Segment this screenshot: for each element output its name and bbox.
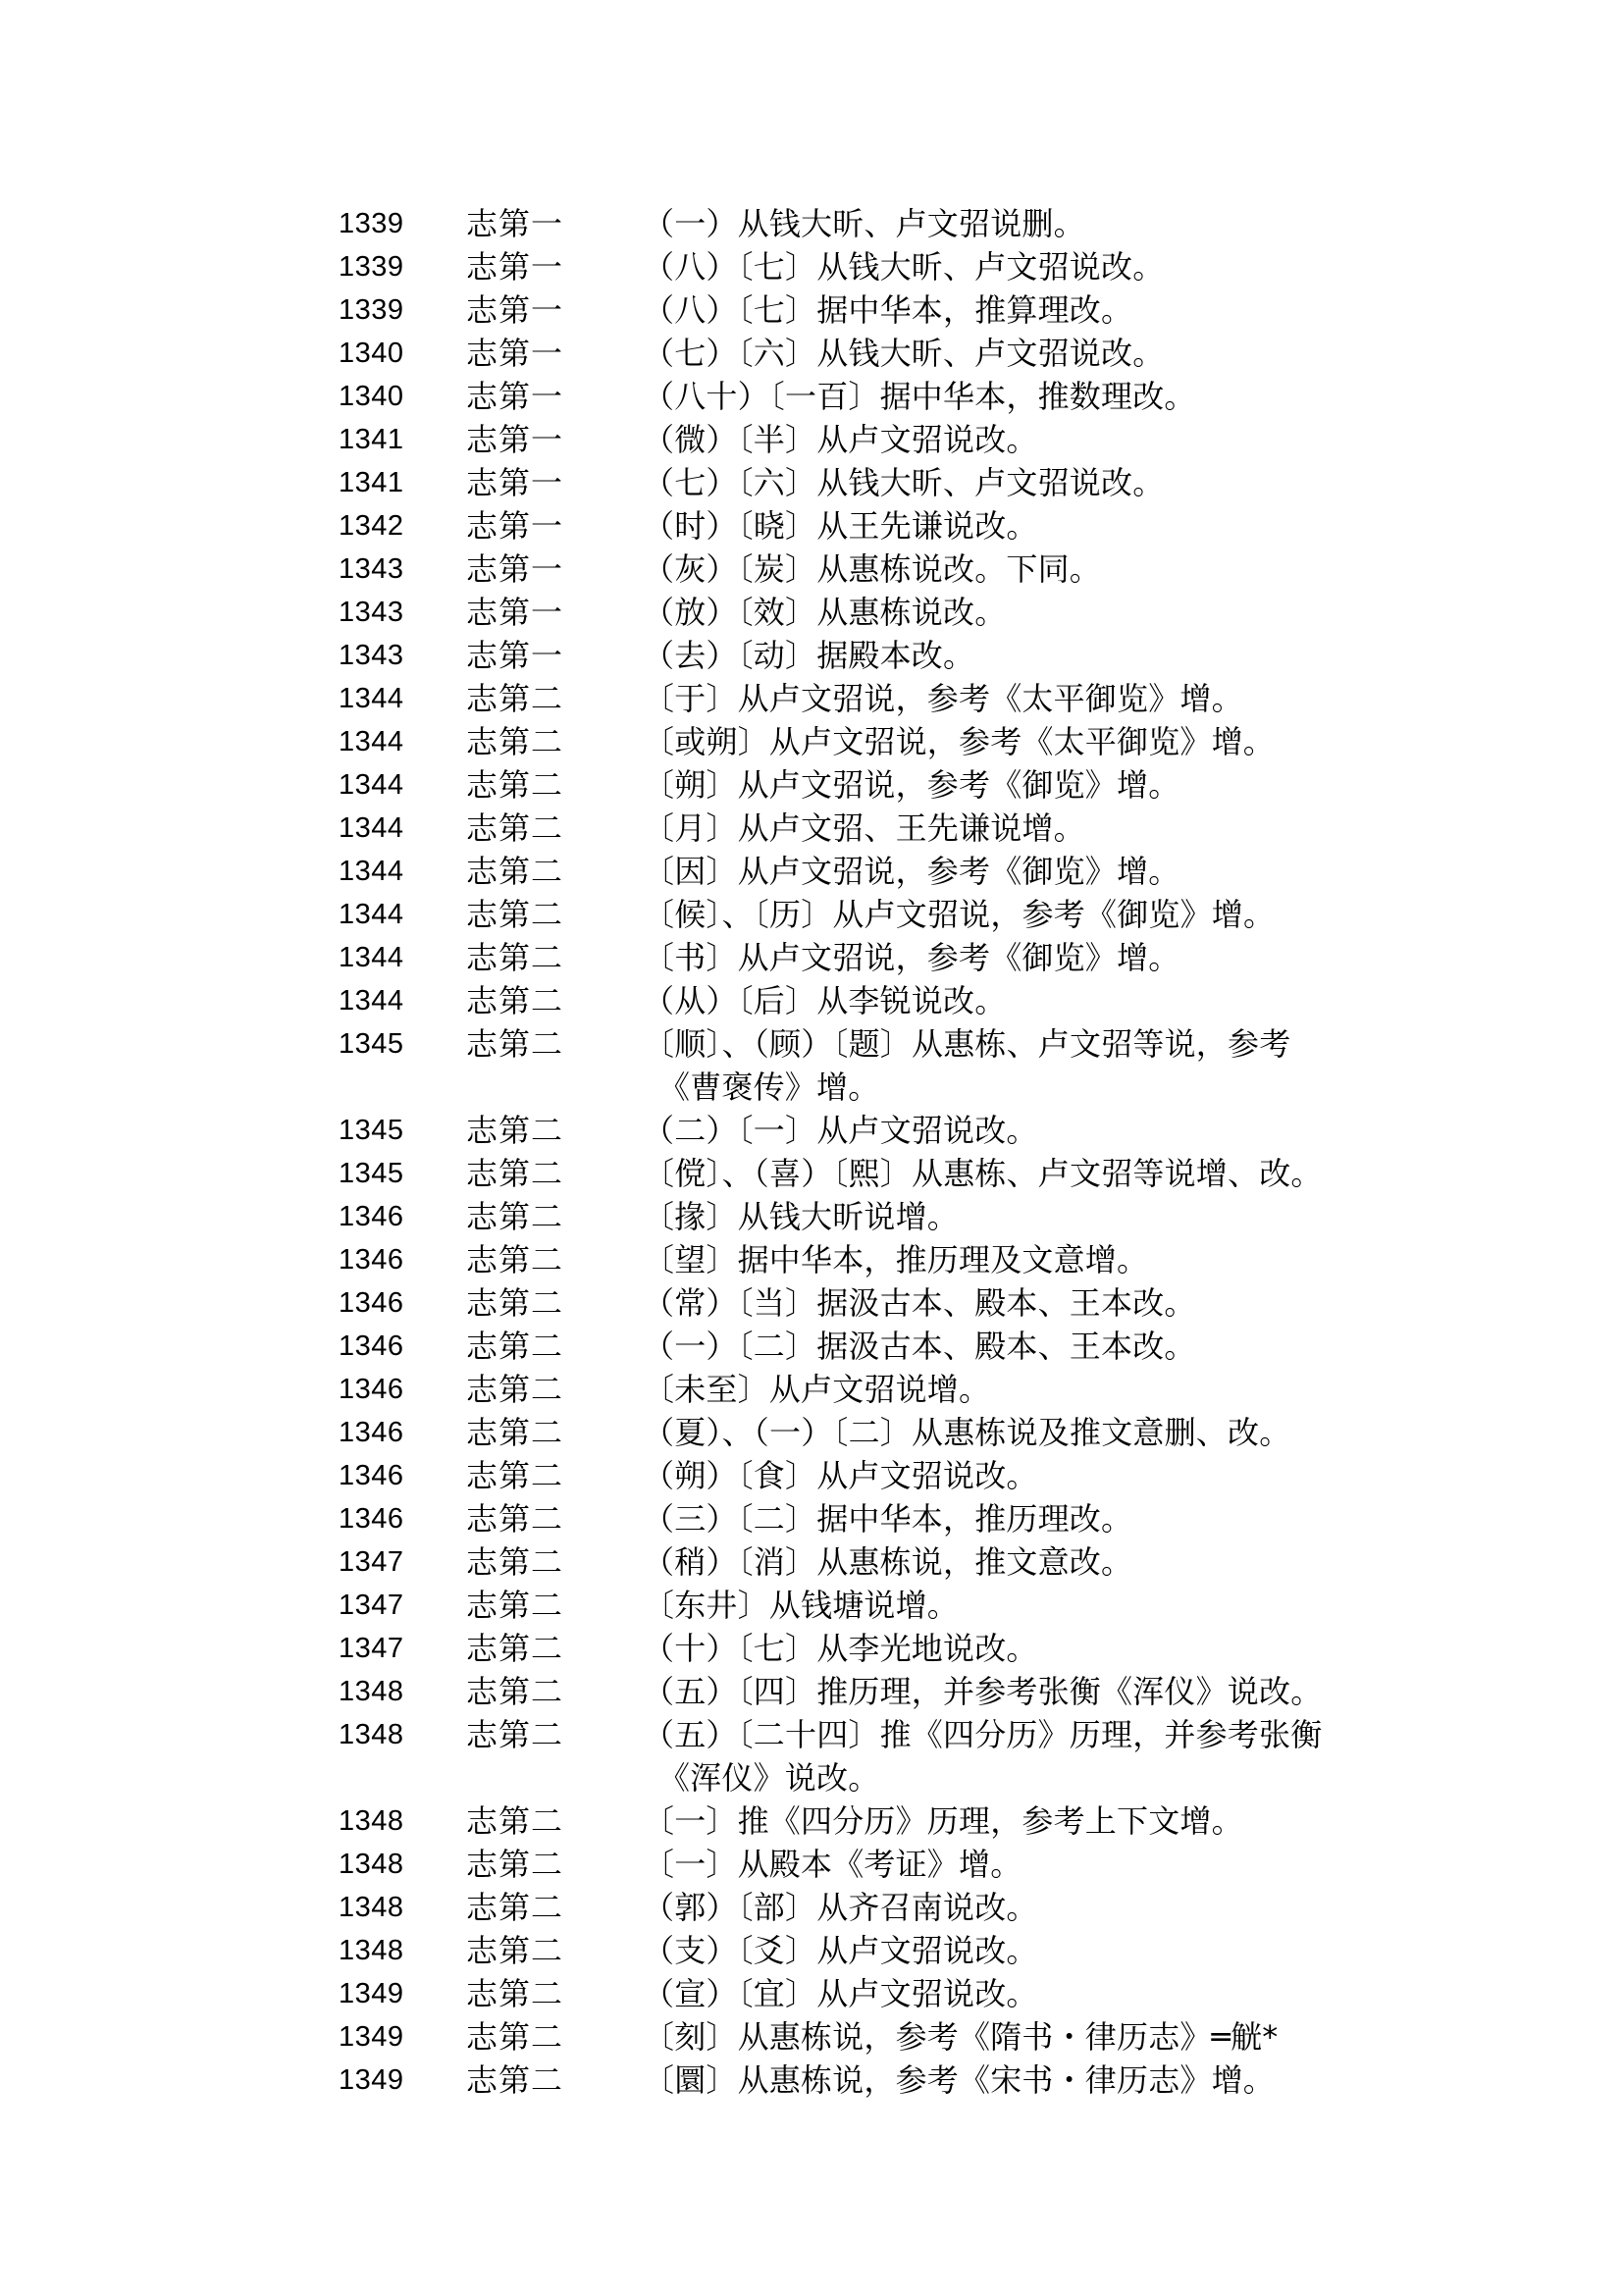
chapter-label: 志第一 [466, 637, 564, 674]
list-item [0, 245, 1624, 288]
note-text: （支）〔爻〕从卢文弨说改。 [643, 1932, 1038, 1969]
chapter-label: 志第一 [466, 594, 564, 631]
note-text: （八）〔七〕据中华本，推算理改。 [643, 291, 1133, 329]
page-number: 1344 [339, 726, 404, 757]
note-text: 〔月〕从卢文弨、王先谦说增。 [643, 809, 1085, 847]
page-number: 1346 [339, 1374, 404, 1405]
list-item [0, 1799, 1624, 1843]
list-item [0, 1713, 1624, 1799]
list-item [0, 634, 1624, 677]
note-text: 〔圜〕从惠栋说，参考《宋书・律历志》增。 [643, 2061, 1276, 2099]
note-text-block [643, 1497, 1374, 1540]
note-text: 〔未至〕从卢文弨说增。 [643, 1371, 991, 1408]
note-text: （从）〔后〕从李锐说改。 [643, 982, 1007, 1019]
chapter-label: 志第二 [466, 1241, 564, 1278]
note-text: （五）〔二十四〕推《四分历》历理，并参考张衡 [643, 1716, 1323, 1753]
list-item [0, 461, 1624, 504]
note-continuation: 《曹褒传》增。 [658, 1069, 880, 1106]
list-item [0, 1886, 1624, 1929]
note-text: （微）〔半〕从卢文弨说改。 [643, 421, 1038, 458]
note-text-block [643, 1540, 1374, 1584]
note-text-block [643, 418, 1374, 461]
chapter-label: 志第二 [466, 1112, 564, 1149]
note-text-block [643, 547, 1374, 591]
page-number: 1343 [339, 597, 404, 628]
page-number: 1340 [339, 381, 404, 412]
note-text-block [643, 461, 1374, 504]
note-text: （一）从钱大昕、卢文弨说删。 [643, 205, 1085, 242]
list-item [0, 1411, 1624, 1454]
list-item [0, 720, 1624, 763]
note-text-block [643, 1152, 1374, 1195]
note-text: 〔顺〕、（顾）〔题〕从惠栋、卢文弨等说，参考 [643, 1025, 1291, 1063]
page-number: 1347 [339, 1590, 404, 1621]
note-text-block [643, 1368, 1374, 1411]
note-text-block [643, 1843, 1374, 1886]
list-item [0, 2015, 1624, 2059]
note-text-block [643, 1670, 1374, 1713]
note-text-block [643, 202, 1374, 245]
chapter-label: 志第二 [466, 1198, 564, 1235]
list-item [0, 375, 1624, 418]
list-item [0, 1670, 1624, 1713]
list-item [0, 1368, 1624, 1411]
page-number: 1344 [339, 812, 404, 844]
note-text: 〔于〕从卢文弨说，参考《太平御览》增。 [643, 680, 1243, 717]
list-item [0, 504, 1624, 547]
chapter-label: 志第一 [466, 378, 564, 415]
chapter-label: 志第二 [466, 1587, 564, 1624]
note-text-block [643, 720, 1374, 763]
note-text: （去）〔动〕据殿本改。 [643, 637, 975, 674]
page-number: 1346 [339, 1201, 404, 1232]
list-item [0, 1972, 1624, 2015]
note-text: （夏）、（一）〔二〕从惠栋说及推文意删、改。 [643, 1414, 1291, 1451]
list-item [0, 202, 1624, 245]
note-text-block [643, 807, 1374, 850]
page-number: 1343 [339, 553, 404, 585]
chapter-label: 志第二 [466, 939, 564, 976]
list-item [0, 1109, 1624, 1152]
chapter-label: 志第二 [466, 723, 564, 760]
chapter-label: 志第二 [466, 1328, 564, 1365]
page-number: 1348 [339, 1849, 404, 1880]
chapter-label: 志第二 [466, 1673, 564, 1710]
note-text: 〔或朔〕从卢文弨说，参考《太平御览》增。 [643, 723, 1276, 760]
note-text-block [643, 2059, 1374, 2102]
list-item [0, 1627, 1624, 1670]
note-text: （郭）〔部〕从齐召南说改。 [643, 1889, 1038, 1926]
note-text-block [643, 375, 1374, 418]
note-text-block [643, 1799, 1374, 1843]
chapter-label: 志第二 [466, 1025, 564, 1063]
note-text-block [643, 1713, 1374, 1799]
note-text: （朔）〔食〕从卢文弨说改。 [643, 1457, 1038, 1494]
chapter-label: 志第一 [466, 464, 564, 501]
note-text: （常）〔当〕据汲古本、殿本、王本改。 [643, 1284, 1196, 1322]
list-item [0, 1540, 1624, 1584]
page-number: 1339 [339, 251, 404, 283]
page-number: 1346 [339, 1417, 404, 1448]
note-text: （稍）〔消〕从惠栋说，推文意改。 [643, 1543, 1133, 1581]
page-number: 1349 [339, 2064, 404, 2096]
note-text-block [643, 677, 1374, 720]
list-item [0, 763, 1624, 807]
chapter-label: 志第二 [466, 853, 564, 890]
page-number: 1347 [339, 1633, 404, 1664]
note-text: 〔东井〕从钱塘说增。 [643, 1587, 960, 1624]
chapter-label: 志第二 [466, 1414, 564, 1451]
note-text-block [643, 504, 1374, 547]
note-text-block [643, 1411, 1374, 1454]
note-text-block [643, 1454, 1374, 1497]
list-item [0, 1497, 1624, 1540]
page-number: 1343 [339, 640, 404, 671]
note-text-block [643, 591, 1374, 634]
chapter-label: 志第二 [466, 1630, 564, 1667]
list-item [0, 547, 1624, 591]
chapter-label: 志第一 [466, 291, 564, 329]
chapter-label: 志第一 [466, 507, 564, 545]
note-text: （八）〔七〕从钱大昕、卢文弨说改。 [643, 248, 1165, 286]
note-text: 〔望〕据中华本，推历理及文意增。 [643, 1241, 1149, 1278]
chapter-label: 志第二 [466, 1543, 564, 1581]
chapter-label: 志第一 [466, 335, 564, 372]
chapter-label: 志第二 [466, 809, 564, 847]
note-text: （八十）〔一百〕据中华本，推数理改。 [643, 378, 1196, 415]
note-text: （放）〔效〕从惠栋说改。 [643, 594, 1007, 631]
note-text: 〔朔〕从卢文弨说，参考《御览》增。 [643, 766, 1180, 804]
list-item [0, 2059, 1624, 2102]
page-number: 1348 [339, 1805, 404, 1837]
note-text-block [643, 1281, 1374, 1325]
chapter-label: 志第二 [466, 896, 564, 933]
note-text-block [643, 850, 1374, 893]
page-number: 1349 [339, 2021, 404, 2053]
page-number: 1344 [339, 985, 404, 1017]
note-text-block [643, 245, 1374, 288]
note-text-block [643, 332, 1374, 375]
note-text: （十）〔七〕从李光地说改。 [643, 1630, 1038, 1667]
page-number: 1345 [339, 1158, 404, 1189]
note-text-block [643, 634, 1374, 677]
page-number: 1339 [339, 208, 404, 239]
note-text-block [643, 1886, 1374, 1929]
list-item [0, 1929, 1624, 1972]
page-number: 1340 [339, 338, 404, 369]
note-text: 〔一〕推《四分历》历理，参考上下文增。 [643, 1802, 1243, 1840]
chapter-label: 志第二 [466, 1975, 564, 2012]
note-text: 〔一〕从殿本《考证》增。 [643, 1846, 1022, 1883]
collation-notes-list [0, 202, 1624, 2102]
list-item [0, 1325, 1624, 1368]
note-text-block [643, 1195, 1374, 1238]
list-item [0, 893, 1624, 936]
note-text-block [643, 1325, 1374, 1368]
note-text: 〔刻〕从惠栋说，参考《隋书・律历志》═觥* [643, 2018, 1279, 2056]
note-text-block [643, 1022, 1374, 1109]
list-item [0, 677, 1624, 720]
chapter-label: 志第二 [466, 1457, 564, 1494]
note-text: 〔掾〕从钱大昕说增。 [643, 1198, 960, 1235]
list-item [0, 1843, 1624, 1886]
note-text: （时）〔晓〕从王先谦说改。 [643, 507, 1038, 545]
page-number: 1344 [339, 942, 404, 973]
list-item [0, 288, 1624, 332]
chapter-label: 志第二 [466, 1889, 564, 1926]
list-item [0, 1152, 1624, 1195]
note-text-block [643, 1109, 1374, 1152]
list-item [0, 979, 1624, 1022]
chapter-label: 志第二 [466, 2061, 564, 2099]
page-number: 1345 [339, 1028, 404, 1060]
note-text-block [643, 2015, 1374, 2059]
note-text: 〔候〕、〔历〕从卢文弨说，参考《御览》增。 [643, 896, 1276, 933]
note-text-block [643, 1627, 1374, 1670]
chapter-label: 志第二 [466, 766, 564, 804]
chapter-label: 志第二 [466, 1802, 564, 1840]
page-number: 1345 [339, 1115, 404, 1146]
note-text-block [643, 893, 1374, 936]
note-text-block [643, 1238, 1374, 1281]
note-text: 〔因〕从卢文弨说，参考《御览》增。 [643, 853, 1180, 890]
page-number: 1346 [339, 1503, 404, 1535]
list-item [0, 936, 1624, 979]
page-number: 1342 [339, 510, 404, 542]
page-number: 1347 [339, 1546, 404, 1578]
chapter-label: 志第二 [466, 680, 564, 717]
page-number: 1344 [339, 769, 404, 801]
note-text-block [643, 1584, 1374, 1627]
page-number: 1344 [339, 683, 404, 714]
page-number: 1349 [339, 1978, 404, 2009]
chapter-label: 志第一 [466, 421, 564, 458]
list-item [0, 1454, 1624, 1497]
page-number: 1344 [339, 899, 404, 930]
page-number: 1348 [339, 1892, 404, 1923]
chapter-label: 志第二 [466, 1932, 564, 1969]
page-number: 1346 [339, 1460, 404, 1491]
chapter-label: 志第二 [466, 1284, 564, 1322]
chapter-label: 志第二 [466, 1500, 564, 1538]
note-text: 〔书〕从卢文弨说，参考《御览》增。 [643, 939, 1180, 976]
note-text: （灰）〔炭〕从惠栋说改。下同。 [643, 550, 1102, 588]
chapter-label: 志第一 [466, 248, 564, 286]
page-number: 1341 [339, 424, 404, 455]
chapter-label: 志第一 [466, 550, 564, 588]
page-number: 1348 [339, 1935, 404, 1966]
note-text: （一）〔二〕据汲古本、殿本、王本改。 [643, 1328, 1196, 1365]
list-item [0, 591, 1624, 634]
page-number: 1348 [339, 1719, 404, 1750]
note-text-block [643, 1972, 1374, 2015]
note-text-block [643, 1929, 1374, 1972]
page-number: 1339 [339, 294, 404, 326]
note-text-block [643, 979, 1374, 1022]
page-number: 1348 [339, 1676, 404, 1707]
chapter-label: 志第二 [466, 1155, 564, 1192]
list-item [0, 1195, 1624, 1238]
list-item [0, 418, 1624, 461]
chapter-label: 志第二 [466, 1371, 564, 1408]
page-number: 1341 [339, 467, 404, 498]
chapter-label: 志第二 [466, 982, 564, 1019]
list-item [0, 850, 1624, 893]
page-number: 1346 [339, 1287, 404, 1319]
note-text-block [643, 288, 1374, 332]
page-number: 1344 [339, 856, 404, 887]
list-item [0, 807, 1624, 850]
note-text: （三）〔二〕据中华本，推历理改。 [643, 1500, 1133, 1538]
chapter-label: 志第二 [466, 2018, 564, 2056]
note-text: （七）〔六〕从钱大昕、卢文弨说改。 [643, 464, 1165, 501]
note-text-block [643, 936, 1374, 979]
list-item [0, 1238, 1624, 1281]
list-item [0, 332, 1624, 375]
note-text-block [643, 763, 1374, 807]
chapter-label: 志第二 [466, 1716, 564, 1753]
note-text: 〔傥〕、（喜）〔熙〕从惠栋、卢文弨等说增、改。 [643, 1155, 1323, 1192]
note-text: （七）〔六〕从钱大昕、卢文弨说改。 [643, 335, 1165, 372]
note-text: （宣）〔宜〕从卢文弨说改。 [643, 1975, 1038, 2012]
list-item [0, 1584, 1624, 1627]
note-text: （二）〔一〕从卢文弨说改。 [643, 1112, 1038, 1149]
list-item [0, 1281, 1624, 1325]
note-text: （五）〔四〕推历理，并参考张衡《浑仪》说改。 [643, 1673, 1323, 1710]
chapter-label: 志第一 [466, 205, 564, 242]
page-number: 1346 [339, 1244, 404, 1276]
list-item [0, 1022, 1624, 1109]
page-number: 1346 [339, 1330, 404, 1362]
chapter-label: 志第二 [466, 1846, 564, 1883]
note-continuation: 《浑仪》说改。 [658, 1759, 880, 1797]
